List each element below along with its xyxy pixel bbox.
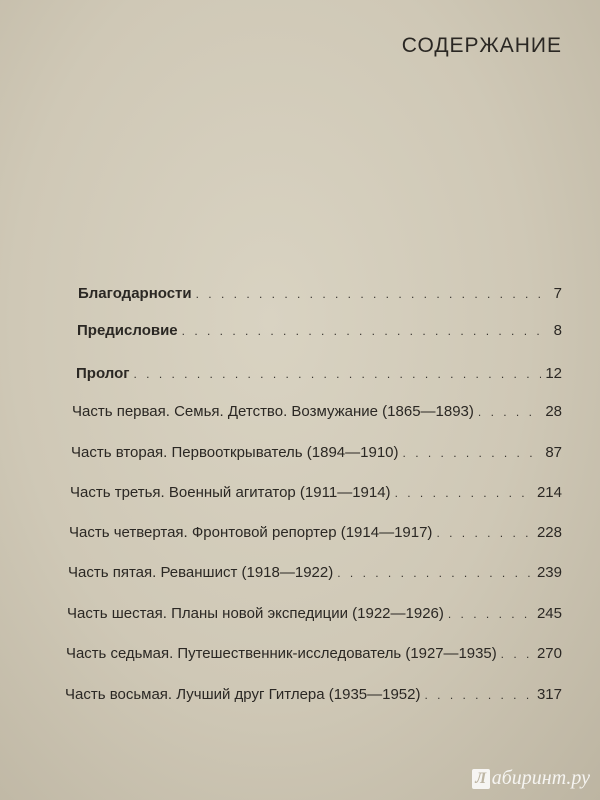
toc-entry-title: Часть четвертая. Фронтовой репортер (1914—1917) xyxy=(69,524,433,541)
toc-entry xyxy=(76,365,562,382)
toc-entry-title: Пролог xyxy=(76,365,130,382)
toc-leader-dots xyxy=(196,287,550,301)
toc-entry xyxy=(66,645,562,662)
watermark-logo-badge: Л xyxy=(472,769,490,789)
toc-entry-page: 87 xyxy=(545,444,562,461)
toc-entry-page: 28 xyxy=(545,403,562,420)
toc-leader-dots xyxy=(395,486,533,500)
toc-leader-dots xyxy=(478,405,541,419)
toc-entry-page: 239 xyxy=(536,564,562,581)
toc-entry xyxy=(72,403,562,420)
toc-entry-page: 317 xyxy=(536,686,562,703)
toc-entry-title: Предисловие xyxy=(77,322,178,339)
toc-entry-title: Часть третья. Военный агитатор (1911—1914) xyxy=(70,484,391,501)
toc-leader-dots xyxy=(425,688,533,702)
toc-entry-page: 245 xyxy=(536,605,562,622)
contents-heading: СОДЕРЖАНИЕ xyxy=(401,34,562,57)
toc-entry-page: 214 xyxy=(536,484,562,501)
toc-entry-page: 7 xyxy=(553,285,562,302)
toc-entry xyxy=(67,605,562,622)
toc-entry-title: Часть первая. Семья. Детство. Возмужание (1865—1893) xyxy=(72,403,474,420)
toc-leader-dots xyxy=(448,607,533,621)
toc-entry-title: Часть седьмая. Путешественник-исследователь (1927—1935) xyxy=(66,645,497,662)
toc-entry-title: Часть вторая. Первооткрыватель (1894—1910) xyxy=(71,444,399,461)
toc-leader-dots xyxy=(133,367,541,381)
labirint-watermark xyxy=(472,767,590,790)
toc-entry-title: Часть восьмая. Лучший друг Гитлера (1935—1952) xyxy=(65,686,421,703)
toc-leader-dots xyxy=(436,526,533,540)
toc-entry-page: 270 xyxy=(536,645,562,662)
toc-leader-dots xyxy=(501,647,533,661)
toc-entry xyxy=(78,285,562,302)
toc-entry xyxy=(69,524,562,541)
toc-entry-title: Благодарности xyxy=(78,285,192,302)
toc-entry xyxy=(68,564,562,581)
toc-leader-dots xyxy=(182,324,550,338)
toc-entry xyxy=(77,322,562,339)
toc-leader-dots xyxy=(337,566,533,580)
toc-entry-page: 8 xyxy=(553,322,562,339)
toc-entry-page: 228 xyxy=(536,524,562,541)
toc-entry-title: Часть шестая. Планы новой экспедиции (1922—1926) xyxy=(67,605,444,622)
toc-entry xyxy=(71,444,562,461)
toc-entry-page: 12 xyxy=(545,365,562,382)
watermark-text: абиринт.ру xyxy=(491,767,590,789)
toc-leader-dots xyxy=(403,446,542,460)
toc-entry xyxy=(65,686,562,703)
toc-entry-title: Часть пятая. Реваншист (1918—1922) xyxy=(68,564,334,581)
toc-entry xyxy=(70,484,562,501)
